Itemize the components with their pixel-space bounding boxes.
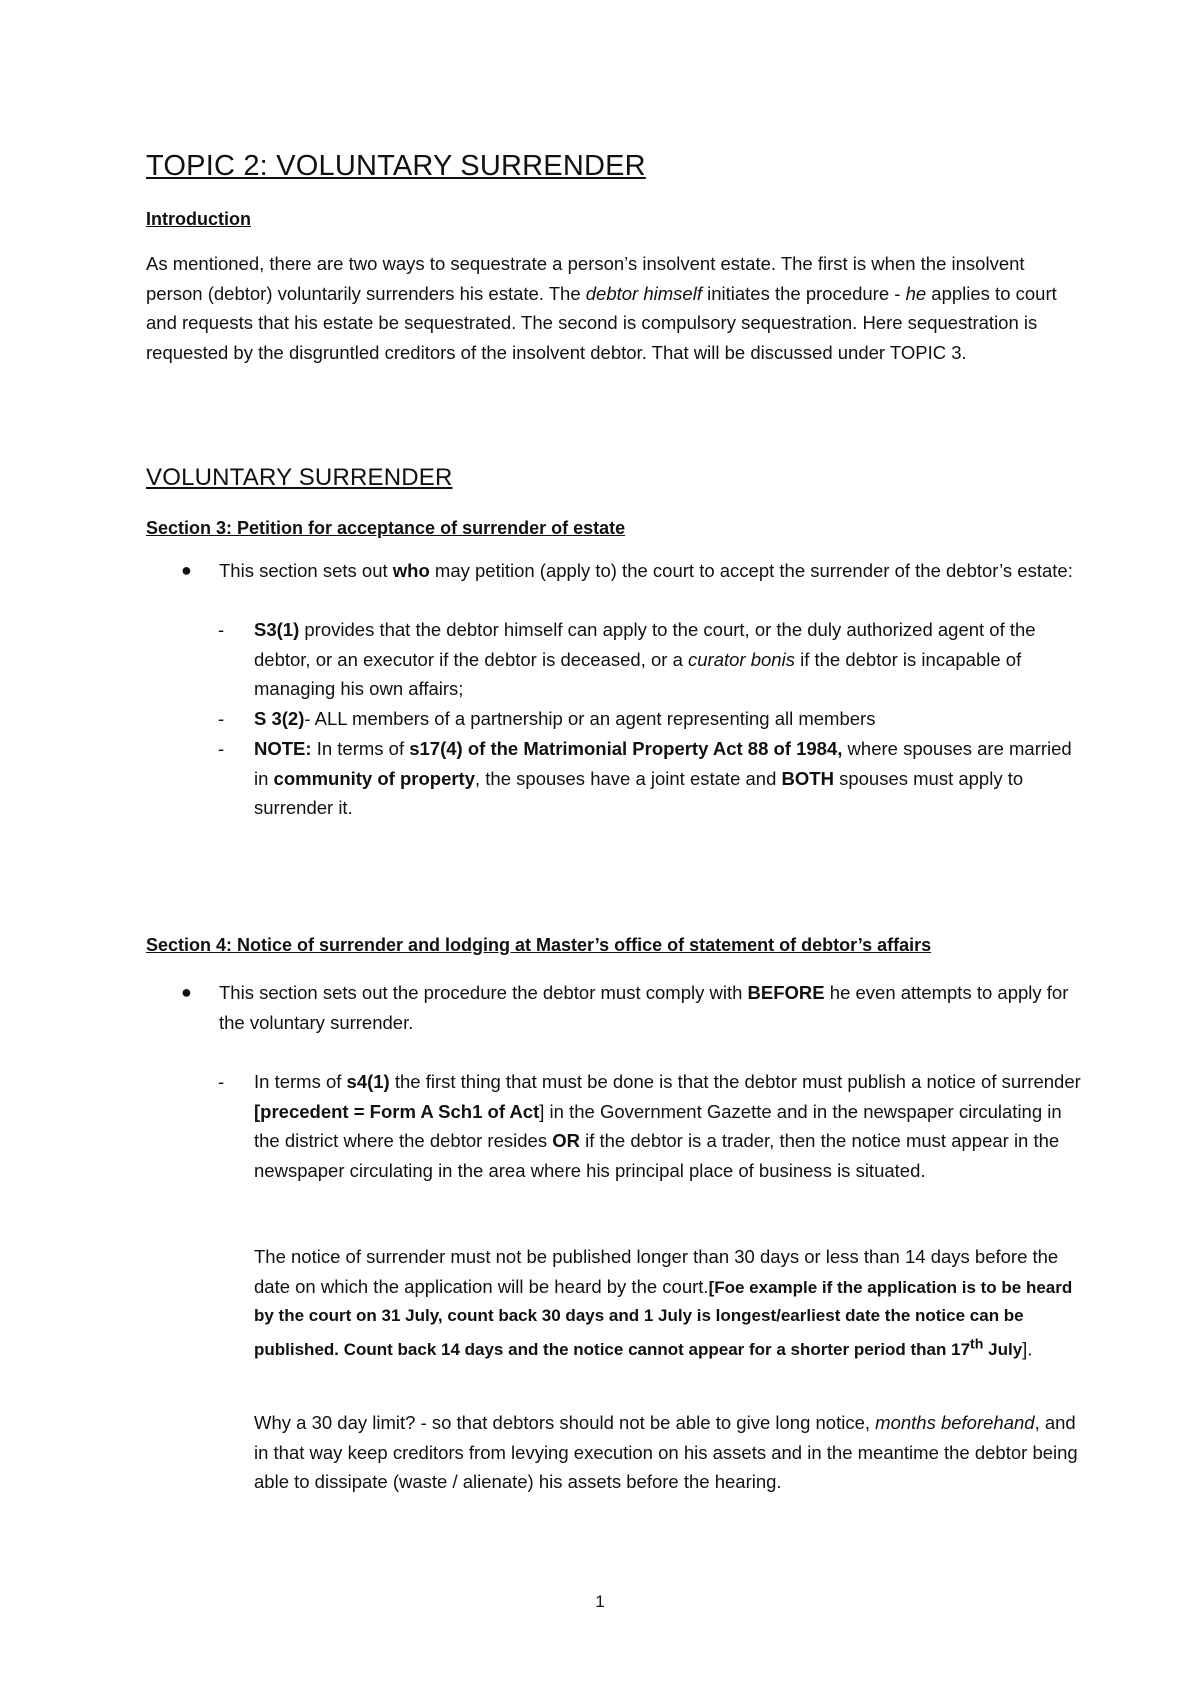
note-text: In terms of xyxy=(311,738,410,759)
page-number: 1 xyxy=(595,1592,605,1611)
intro-text-3: applies to court and requests that his estate be sequestrated. The second is compulsory sequestration. Here sequestration is requested by the disgruntled creditors of the insolvent debtor. That will be discussed under TOPIC 3. xyxy=(146,282,1057,363)
s3-bullet-bold: who xyxy=(392,560,430,581)
note-bold-both: BOTH xyxy=(781,767,834,789)
page-title: TOPIC 2: VOLUNTARY SURRENDER xyxy=(146,150,646,182)
introduction-heading: Introduction xyxy=(146,209,251,229)
section-3-bullet xyxy=(181,556,1086,586)
dash-icon: - xyxy=(218,1071,225,1092)
intro-text-2: initiates the procedure - xyxy=(701,282,906,304)
s4-bullet-bold: BEFORE xyxy=(747,982,825,1003)
why-italic: months beforehand xyxy=(875,1412,1035,1433)
note-act-ref: s17(4) of the Matrimonial Property Act 88 of 1984, xyxy=(409,738,843,759)
s3-2-ref: S 3(2) xyxy=(254,708,305,729)
s4-1-precedent: [precedent = Form A Sch1 of Act xyxy=(254,1100,540,1122)
notice-period-paragraph xyxy=(254,1242,1086,1365)
s4-bullet-part: This section sets out the procedure the debtor must comply with xyxy=(219,982,748,1003)
notice-period-text: The notice of surrender must not be published longer than 30 days or less than 14 days before the date on which the application will be heard by the court. xyxy=(254,1246,1059,1297)
notice-example-sup: th xyxy=(970,1336,984,1353)
section-3-heading: Section 3: Petition for acceptance of surrender of estate xyxy=(146,518,626,538)
why-text-1: Why a 30 day limit? - so that debtors should not be able to give long notice, xyxy=(254,1412,876,1433)
s4-1-or: OR xyxy=(552,1130,580,1151)
section-3-item-1-text xyxy=(254,615,1086,704)
intro-emphasis-2: he xyxy=(905,282,927,304)
section-3-bullet-text xyxy=(219,556,1086,586)
note-text: , the spouses have a joint estate and xyxy=(475,767,782,789)
why-text-2: , and in that way keep creditors from levying execution on his assets and in the meantime the debtor being able to dissipate (waste / alienate) his assets before the hearing. xyxy=(254,1412,1078,1492)
notice-example-end: July xyxy=(983,1340,1023,1360)
section-4-item-1-text xyxy=(254,1067,1086,1185)
s3-1-ref: S3(1) xyxy=(254,619,300,640)
s3-bullet-part: may petition (apply to) the court to accept the surrender of the debtor’s estate: xyxy=(429,560,1073,581)
bullet-icon: ● xyxy=(181,982,192,1002)
note-text-end: spouses must apply to surrender it. xyxy=(254,767,1024,818)
section-3-item-2 xyxy=(218,704,1086,734)
s4-1-text: the first thing that must be done is that the debtor must publish a notice of surrender xyxy=(389,1071,1081,1092)
dash-icon: - xyxy=(218,619,225,640)
dash-icon: - xyxy=(218,708,225,729)
s3-1-text: provides that the debtor himself can apply to the court, or the duly authorized agent of the debtor, or an executor if the debtor is deceased, or a xyxy=(254,619,1036,670)
s3-bullet-part: This section sets out xyxy=(219,560,393,581)
s4-1-ref: s4(1) xyxy=(346,1071,390,1092)
notice-example-text: [Foe example if the application is to be heard by the court on 31 July, count back 30 days and 1 July is longest/earliest date the notice can be published. Count back 14 days and the notice cannot appear for a shorter period than 17 xyxy=(254,1277,1073,1360)
section-3-item-2-text xyxy=(254,704,1086,734)
intro-emphasis-1: debtor himself xyxy=(585,282,702,304)
s4-bullet-part: he even attempts to apply for the voluntary surrender. xyxy=(219,982,1069,1033)
section-3-item-3 xyxy=(218,734,1086,823)
s3-1-italic: curator bonis xyxy=(688,648,795,670)
notice-example-close: ]. xyxy=(1022,1338,1033,1360)
s4-1-text: ] in the Government Gazette and in the newspaper circulating in the district where the debtor resides xyxy=(254,1100,1062,1151)
section-4-bullet xyxy=(181,978,1086,1037)
section-4-heading: Section 4: Notice of surrender and lodging at Master’s office of statement of debtor’s affairs xyxy=(146,935,932,955)
section-3-item-1 xyxy=(218,615,1086,704)
section-4-item-1 xyxy=(218,1067,1086,1185)
s3-1-text-end: if the debtor is incapable of managing his own affairs; xyxy=(254,648,1022,699)
s3-2-text: - ALL members of a partnership or an agent representing all members xyxy=(304,708,876,729)
introduction-paragraph xyxy=(146,249,1086,367)
note-label: NOTE: xyxy=(254,738,312,759)
s4-1-text: In terms of xyxy=(254,1071,347,1092)
section-3-item-3-text xyxy=(254,734,1086,823)
why-30-day-paragraph xyxy=(254,1408,1086,1497)
intro-text-1: As mentioned, there are two ways to sequestrate a person’s insolvent estate. The first is when the insolvent person (debtor) voluntarily surrenders his estate. The xyxy=(146,253,1025,304)
s4-1-text-end: if the debtor is a trader, then the notice must appear in the newspaper circulating in the area where his principal place of business is situated. xyxy=(254,1130,1060,1181)
section-4-bullet-text xyxy=(219,978,1086,1037)
note-text: where spouses are married in xyxy=(254,738,1072,789)
note-bold-cop: community of property xyxy=(273,767,476,789)
bullet-icon: ● xyxy=(181,560,192,580)
voluntary-surrender-heading: VOLUNTARY SURRENDER xyxy=(146,464,453,491)
dash-icon: - xyxy=(218,738,225,759)
